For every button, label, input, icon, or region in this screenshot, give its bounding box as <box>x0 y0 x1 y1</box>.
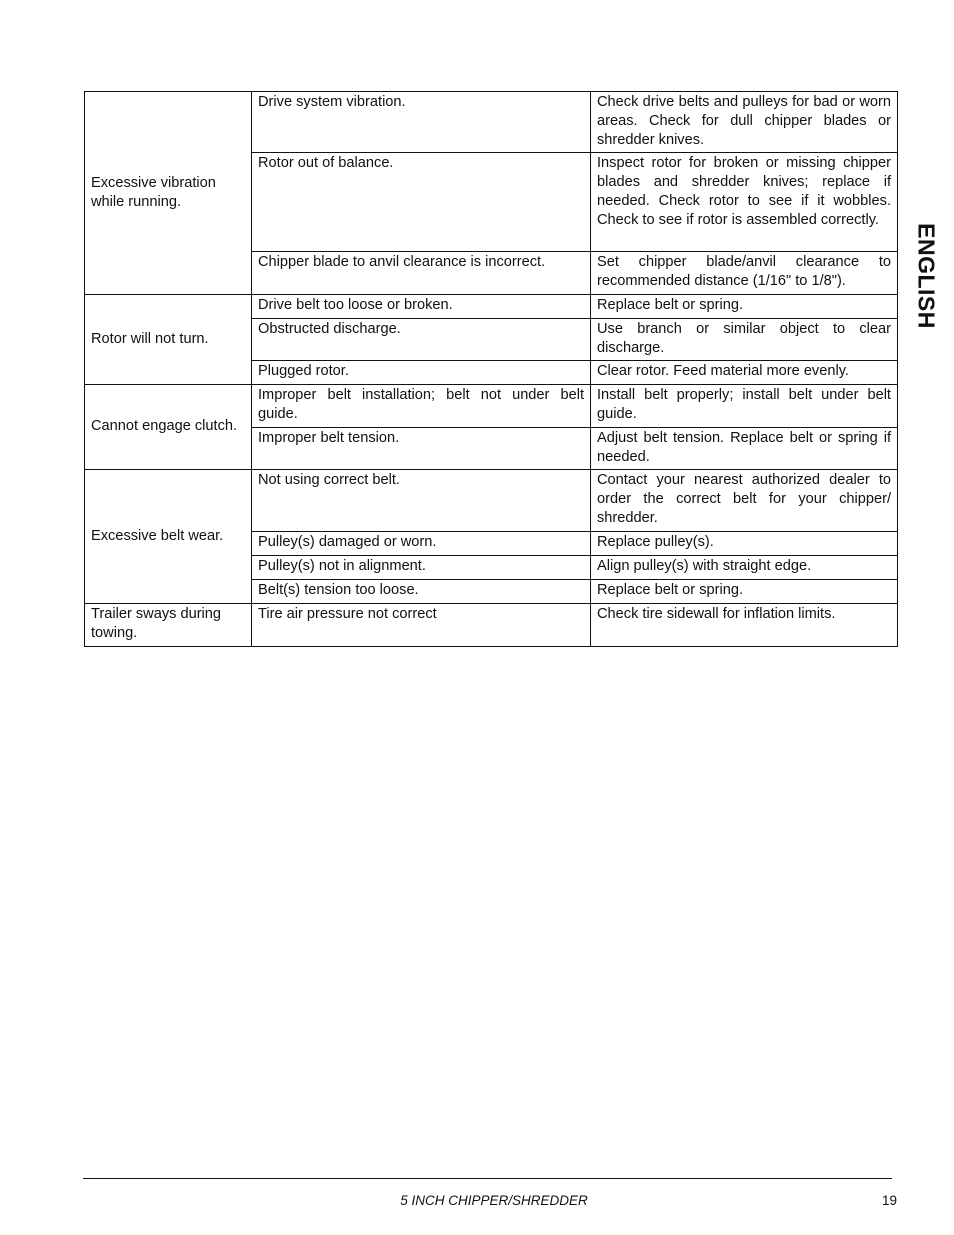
problem-cell: Excessive vibration while running. <box>85 92 252 295</box>
table-row <box>85 92 898 153</box>
remedy-cell: Adjust belt tension. Replace belt or spring if needed. <box>591 428 898 470</box>
remedy-cell: Replace belt or spring. <box>591 295 898 319</box>
remedy-cell: Check drive belts and pulleys for bad or worn areas. Check for dull chipper blades or shredder knives. <box>591 92 898 153</box>
cause-cell: Pulley(s) not in alignment. <box>252 556 591 580</box>
problem-cell: Excessive belt wear. <box>85 470 252 604</box>
cause-cell: Obstructed discharge. <box>252 319 591 361</box>
cause-cell: Chipper blade to anvil clearance is incorrect. <box>252 252 591 295</box>
remedy-cell: Contact your nearest authorized dealer to order the correct belt for your chipper/ shredder. <box>591 470 898 532</box>
remedy-cell: Clear rotor. Feed material more evenly. <box>591 361 898 385</box>
remedy-cell: Replace pulley(s). <box>591 532 898 556</box>
table-row <box>85 295 898 319</box>
footer-divider <box>83 1178 892 1179</box>
cause-cell: Plugged rotor. <box>252 361 591 385</box>
problem-cell: Rotor will not turn. <box>85 295 252 385</box>
table-row <box>85 470 898 532</box>
cause-cell: Belt(s) tension too loose. <box>252 580 591 604</box>
remedy-cell: Set chipper blade/anvil clearance to recommended distance (1/16" to 1/8"). <box>591 252 898 295</box>
cause-cell: Tire air pressure not correct <box>252 604 591 647</box>
remedy-cell: Install belt properly; install belt under belt guide. <box>591 385 898 428</box>
table-row <box>85 385 898 428</box>
cause-cell: Drive belt too loose or broken. <box>252 295 591 319</box>
cause-cell: Pulley(s) damaged or worn. <box>252 532 591 556</box>
table-row <box>85 604 898 647</box>
cause-cell: Improper belt tension. <box>252 428 591 470</box>
footer-title: 5 INCH CHIPPER/SHREDDER <box>400 1193 588 1208</box>
cause-cell: Not using correct belt. <box>252 470 591 532</box>
language-side-tab: ENGLISH <box>913 223 940 329</box>
cause-cell: Rotor out of balance. <box>252 153 591 252</box>
problem-cell: Cannot engage clutch. <box>85 385 252 470</box>
remedy-cell: Use branch or similar object to clear discharge. <box>591 319 898 361</box>
cause-cell: Drive system vibration. <box>252 92 591 153</box>
remedy-cell: Replace belt or spring. <box>591 580 898 604</box>
page-number: 19 <box>882 1193 898 1208</box>
remedy-cell: Check tire sidewall for inflation limits. <box>591 604 898 647</box>
troubleshooting-table <box>84 91 898 647</box>
cause-cell: Improper belt installation; belt not under belt guide. <box>252 385 591 428</box>
remedy-cell: Align pulley(s) with straight edge. <box>591 556 898 580</box>
remedy-cell: Inspect rotor for broken or missing chipper blades and shredder knives; replace if needed. Check rotor to see if it wobbles. Check to see if rotor is assembled correctly. <box>591 153 898 252</box>
problem-cell: Trailer sways during towing. <box>85 604 252 647</box>
